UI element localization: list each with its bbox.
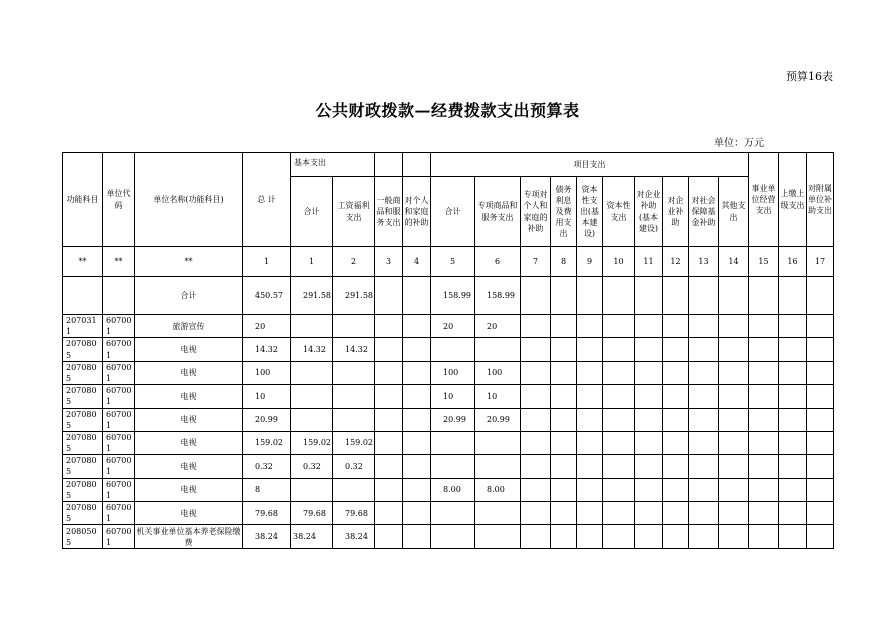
empty-cell [719,502,749,525]
empty-cell [603,408,635,431]
personal-subsidy-cell [403,431,431,454]
empty-cell [551,361,577,384]
personal-subsidy-cell [403,502,431,525]
special-goods-cell: 20.99 [475,408,521,431]
project-sum-cell [431,502,475,525]
empty-cell [807,315,834,338]
empty-cell [689,408,719,431]
empty-cell [689,478,719,501]
empty-cell [521,385,551,408]
unit-name-cell: 电视 [135,502,243,525]
basic-sum-cell: 14.32 [291,338,333,361]
project-sum-cell [431,338,475,361]
personal-subsidy-cell [403,361,431,384]
empty-cell [521,455,551,478]
basic-sum-cell [291,361,333,384]
empty-cell [551,478,577,501]
index-cell: ** [103,247,135,277]
empty-cell [779,431,807,454]
unit-code-cell: 607001 [103,431,135,454]
wage-cell: 0.32 [333,455,375,478]
empty-cell [635,277,663,315]
project-sum-cell [431,455,475,478]
empty-cell [749,338,779,361]
total-cell: 159.02 [243,431,291,454]
empty-cell [749,525,779,549]
general-goods-cell [375,315,403,338]
project-sum-cell: 10 [431,385,475,408]
func-code-cell [63,277,103,315]
personal-subsidy-cell [403,385,431,408]
empty-cell [577,361,603,384]
empty-cell [521,478,551,501]
index-cell: ** [135,247,243,277]
general-goods-cell [375,338,403,361]
unit-name-cell: 电视 [135,385,243,408]
table-row [63,525,834,549]
empty-cell [749,361,779,384]
personal-subsidy-cell [403,315,431,338]
empty-cell [551,385,577,408]
empty-cell [719,408,749,431]
empty-cell [689,431,719,454]
table-row [63,502,834,525]
total-cell: 10 [243,385,291,408]
table-row [63,315,834,338]
empty-cell [663,525,689,549]
general-goods-cell [375,478,403,501]
header-social-security: 对社会保障基金补助 [689,177,719,247]
unit-label: 单位：万元 [714,138,764,149]
unit-code-cell: 607001 [103,315,135,338]
table-row [63,338,834,361]
wage-cell: 38.24 [333,525,375,549]
header-capital-basic: 资本性支出(基本建设) [577,177,603,247]
empty-cell [719,385,749,408]
empty-cell [719,361,749,384]
special-goods-cell [475,502,521,525]
project-sum-cell [431,431,475,454]
unit-name-cell: 合计 [135,277,243,315]
total-cell: 100 [243,361,291,384]
empty-cell [749,455,779,478]
empty-cell [749,431,779,454]
special-goods-cell [475,525,521,549]
basic-sum-cell: 159.02 [291,431,333,454]
empty-cell [635,478,663,501]
header-general-goods: 一般商品和服务支出 [375,177,403,247]
empty-cell [663,385,689,408]
index-cell: 13 [689,247,719,277]
empty-cell [577,338,603,361]
empty-cell [689,525,719,549]
empty-cell [779,338,807,361]
total-cell: 20 [243,315,291,338]
header-enterprise-subsidy-basic: 对企业补助(基本建设) [635,177,663,247]
func-code-cell: 2070805 [63,338,103,361]
wage-cell [333,361,375,384]
header-special-goods: 专项商品和服务支出 [475,177,521,247]
total-cell: 0.32 [243,455,291,478]
header-enterprise-subsidy: 对企业补助 [663,177,689,247]
empty-cell [663,408,689,431]
empty-cell [689,277,719,315]
func-code-cell: 2070805 [63,431,103,454]
empty-cell [719,478,749,501]
empty-cell [603,338,635,361]
total-cell: 20.99 [243,408,291,431]
empty-cell [603,455,635,478]
general-goods-cell [375,277,403,315]
index-row [63,247,834,277]
empty-cell [603,385,635,408]
empty-cell [577,502,603,525]
total-cell: 8 [243,478,291,501]
header-business-unit: 事业单位经营支出 [749,153,779,247]
empty-cell [719,277,749,315]
empty-cell [689,315,719,338]
general-goods-cell [375,385,403,408]
empty-cell [603,525,635,549]
total-cell: 450.57 [243,277,291,315]
func-code-cell: 2070805 [63,408,103,431]
empty-cell [689,502,719,525]
header-other: 其他支出 [719,177,749,247]
header-capital: 资本性支出 [603,177,635,247]
index-cell: 2 [333,247,375,277]
table-number-label: 预算16表 [786,70,833,83]
empty-cell [577,478,603,501]
empty-cell [807,385,834,408]
special-goods-cell [475,431,521,454]
unit-code-cell: 607001 [103,525,135,549]
empty-cell [807,338,834,361]
empty-cell [521,277,551,315]
empty-cell [807,525,834,549]
unit-code-cell: 607001 [103,361,135,384]
table-row [63,408,834,431]
empty-cell [719,431,749,454]
empty-cell [551,315,577,338]
unit-name-cell: 旅游宣传 [135,315,243,338]
empty-cell [689,455,719,478]
empty-cell [663,478,689,501]
func-code-cell: 2070311 [63,315,103,338]
special-goods-cell: 158.99 [475,277,521,315]
empty-cell [779,315,807,338]
index-cell: 16 [779,247,807,277]
empty-cell [577,277,603,315]
empty-cell [551,455,577,478]
header-basic-blank-2 [403,153,431,177]
empty-cell [551,525,577,549]
unit-name-cell: 机关事业单位基本养老保险缴费 [136,526,241,547]
empty-cell [663,315,689,338]
project-sum-cell: 100 [431,361,475,384]
empty-cell [635,408,663,431]
personal-subsidy-cell [403,478,431,501]
empty-cell [749,315,779,338]
empty-cell [779,361,807,384]
empty-cell [749,408,779,431]
empty-cell [521,408,551,431]
header-basic-sum: 合计 [291,177,333,247]
unit-name-cell: 电视 [135,478,243,501]
total-row [63,277,834,315]
empty-cell [551,277,577,315]
empty-cell [521,338,551,361]
empty-cell [807,361,834,384]
empty-cell [719,455,749,478]
unit-name-cell: 电视 [135,361,243,384]
index-cell: 1 [291,247,333,277]
empty-cell [663,338,689,361]
general-goods-cell [375,525,403,549]
empty-cell [779,385,807,408]
index-cell: ** [63,247,103,277]
table-row [63,431,834,454]
index-cell: 11 [635,247,663,277]
empty-cell [635,315,663,338]
empty-cell [551,408,577,431]
empty-cell [551,431,577,454]
header-debt-interest: 债务利息及费用支出 [551,177,577,247]
basic-sum-cell [291,315,333,338]
empty-cell [807,455,834,478]
func-code-cell: 2080505 [63,525,103,549]
wage-cell: 291.58 [333,277,375,315]
general-goods-cell [375,361,403,384]
empty-cell [779,502,807,525]
empty-cell [719,338,749,361]
table-row [63,361,834,384]
total-cell: 14.32 [243,338,291,361]
unit-code-cell: 607001 [103,408,135,431]
general-goods-cell [375,408,403,431]
func-code-cell: 2070805 [63,361,103,384]
empty-cell [663,277,689,315]
unit-code-cell [103,277,135,315]
total-cell: 38.24 [243,525,291,549]
empty-cell [689,338,719,361]
func-code-cell: 2070805 [63,455,103,478]
special-goods-cell [475,338,521,361]
unit-name-cell: 电视 [135,408,243,431]
index-cell: 3 [375,247,403,277]
empty-cell [521,502,551,525]
empty-cell [749,502,779,525]
empty-cell [719,315,749,338]
empty-cell [779,525,807,549]
func-code-cell: 2070805 [63,502,103,525]
empty-cell [577,455,603,478]
page-title: 公共财政拨款—经费拨款支出预算表 [315,101,580,120]
basic-sum-cell: 79.68 [291,502,333,525]
empty-cell [521,361,551,384]
index-cell: 15 [749,247,779,277]
empty-cell [807,502,834,525]
table-row [63,478,834,501]
empty-cell [577,408,603,431]
basic-sum-cell: 0.32 [291,455,333,478]
empty-cell [635,525,663,549]
special-goods-cell [475,455,521,478]
empty-cell [551,502,577,525]
empty-cell [635,455,663,478]
unit-name-cell: 电视 [135,431,243,454]
special-goods-cell: 10 [475,385,521,408]
header-basic-group: 基本支出 [291,153,375,177]
index-cell: 5 [431,247,475,277]
empty-cell [689,361,719,384]
project-sum-cell: 20 [431,315,475,338]
unit-code-cell: 607001 [103,455,135,478]
empty-cell [603,315,635,338]
empty-cell [635,361,663,384]
project-sum-cell [431,525,475,549]
unit-name-cell: 电视 [135,455,243,478]
func-code-cell: 2070805 [63,478,103,501]
header-wage: 工资福利支出 [333,177,375,247]
empty-cell [521,431,551,454]
empty-cell [749,277,779,315]
special-goods-cell: 20 [475,315,521,338]
wage-cell: 79.68 [333,502,375,525]
empty-cell [521,525,551,549]
func-code-cell: 2070805 [63,385,103,408]
empty-cell [807,431,834,454]
empty-cell [603,478,635,501]
personal-subsidy-cell [403,338,431,361]
empty-cell [779,478,807,501]
wage-cell: 159.02 [333,431,375,454]
index-cell: 1 [243,247,291,277]
personal-subsidy-cell [403,525,431,549]
total-cell: 79.68 [243,502,291,525]
index-cell: 14 [719,247,749,277]
empty-cell [635,338,663,361]
general-goods-cell [375,431,403,454]
unit-code-cell: 607001 [103,338,135,361]
wage-cell [333,478,375,501]
header-func-subject: 功能科目 [63,153,103,247]
unit-code-cell: 607001 [103,385,135,408]
empty-cell [749,385,779,408]
empty-cell [807,478,834,501]
basic-sum-cell: 38.24 [291,525,333,549]
empty-cell [635,385,663,408]
empty-cell [577,525,603,549]
unit-code-cell: 607001 [103,478,135,501]
basic-sum-cell: 291.58 [291,277,333,315]
index-cell: 7 [521,247,551,277]
index-cell: 9 [577,247,603,277]
personal-subsidy-cell [403,408,431,431]
basic-sum-cell [291,408,333,431]
empty-cell [603,431,635,454]
empty-cell [603,277,635,315]
unit-name-cell: 电视 [135,338,243,361]
wage-cell: 14.32 [333,338,375,361]
empty-cell [807,277,834,315]
empty-cell [663,431,689,454]
basic-sum-cell [291,478,333,501]
empty-cell [779,277,807,315]
empty-cell [807,408,834,431]
header-basic-blank [375,153,403,177]
empty-cell [603,361,635,384]
wage-cell [333,408,375,431]
unit-code-cell: 607001 [103,502,135,525]
wage-cell [333,315,375,338]
empty-cell [663,455,689,478]
budget-table [62,152,834,549]
empty-cell [779,408,807,431]
wage-cell [333,385,375,408]
header-total: 总 计 [243,153,291,247]
index-cell: 10 [603,247,635,277]
empty-cell [719,525,749,549]
empty-cell [635,502,663,525]
table-row [63,385,834,408]
table-row [63,455,834,478]
empty-cell [577,431,603,454]
header-project-sum: 合计 [431,177,475,247]
empty-cell [577,315,603,338]
empty-cell [779,455,807,478]
empty-cell [635,431,663,454]
project-sum-cell: 20.99 [431,408,475,431]
index-cell: 4 [403,247,431,277]
index-cell: 6 [475,247,521,277]
empty-cell [663,361,689,384]
header-unit-code: 单位代码 [103,153,135,247]
empty-cell [663,502,689,525]
project-sum-cell: 8.00 [431,478,475,501]
header-project-group: 项目支出 [431,153,749,177]
index-cell: 12 [663,247,689,277]
empty-cell [521,315,551,338]
empty-cell [551,338,577,361]
general-goods-cell [375,455,403,478]
header-special-personal: 专项对个人和家庭的补助 [521,177,551,247]
project-sum-cell: 158.99 [431,277,475,315]
empty-cell [603,502,635,525]
personal-subsidy-cell [403,455,431,478]
index-cell: 8 [551,247,577,277]
empty-cell [577,385,603,408]
header-personal-subsidy: 对个人和家庭的补助 [403,177,431,247]
index-cell: 17 [807,247,834,277]
special-goods-cell: 8.00 [475,478,521,501]
empty-cell [749,478,779,501]
basic-sum-cell [291,385,333,408]
header-unit-name: 单位名称(功能科目) [135,153,243,247]
empty-cell [689,385,719,408]
special-goods-cell: 100 [475,361,521,384]
header-upper-pay: 上缴上级支出 [779,153,807,247]
general-goods-cell [375,502,403,525]
header-affiliated: 对附属单位补助支出 [807,153,834,247]
personal-subsidy-cell [403,277,431,315]
